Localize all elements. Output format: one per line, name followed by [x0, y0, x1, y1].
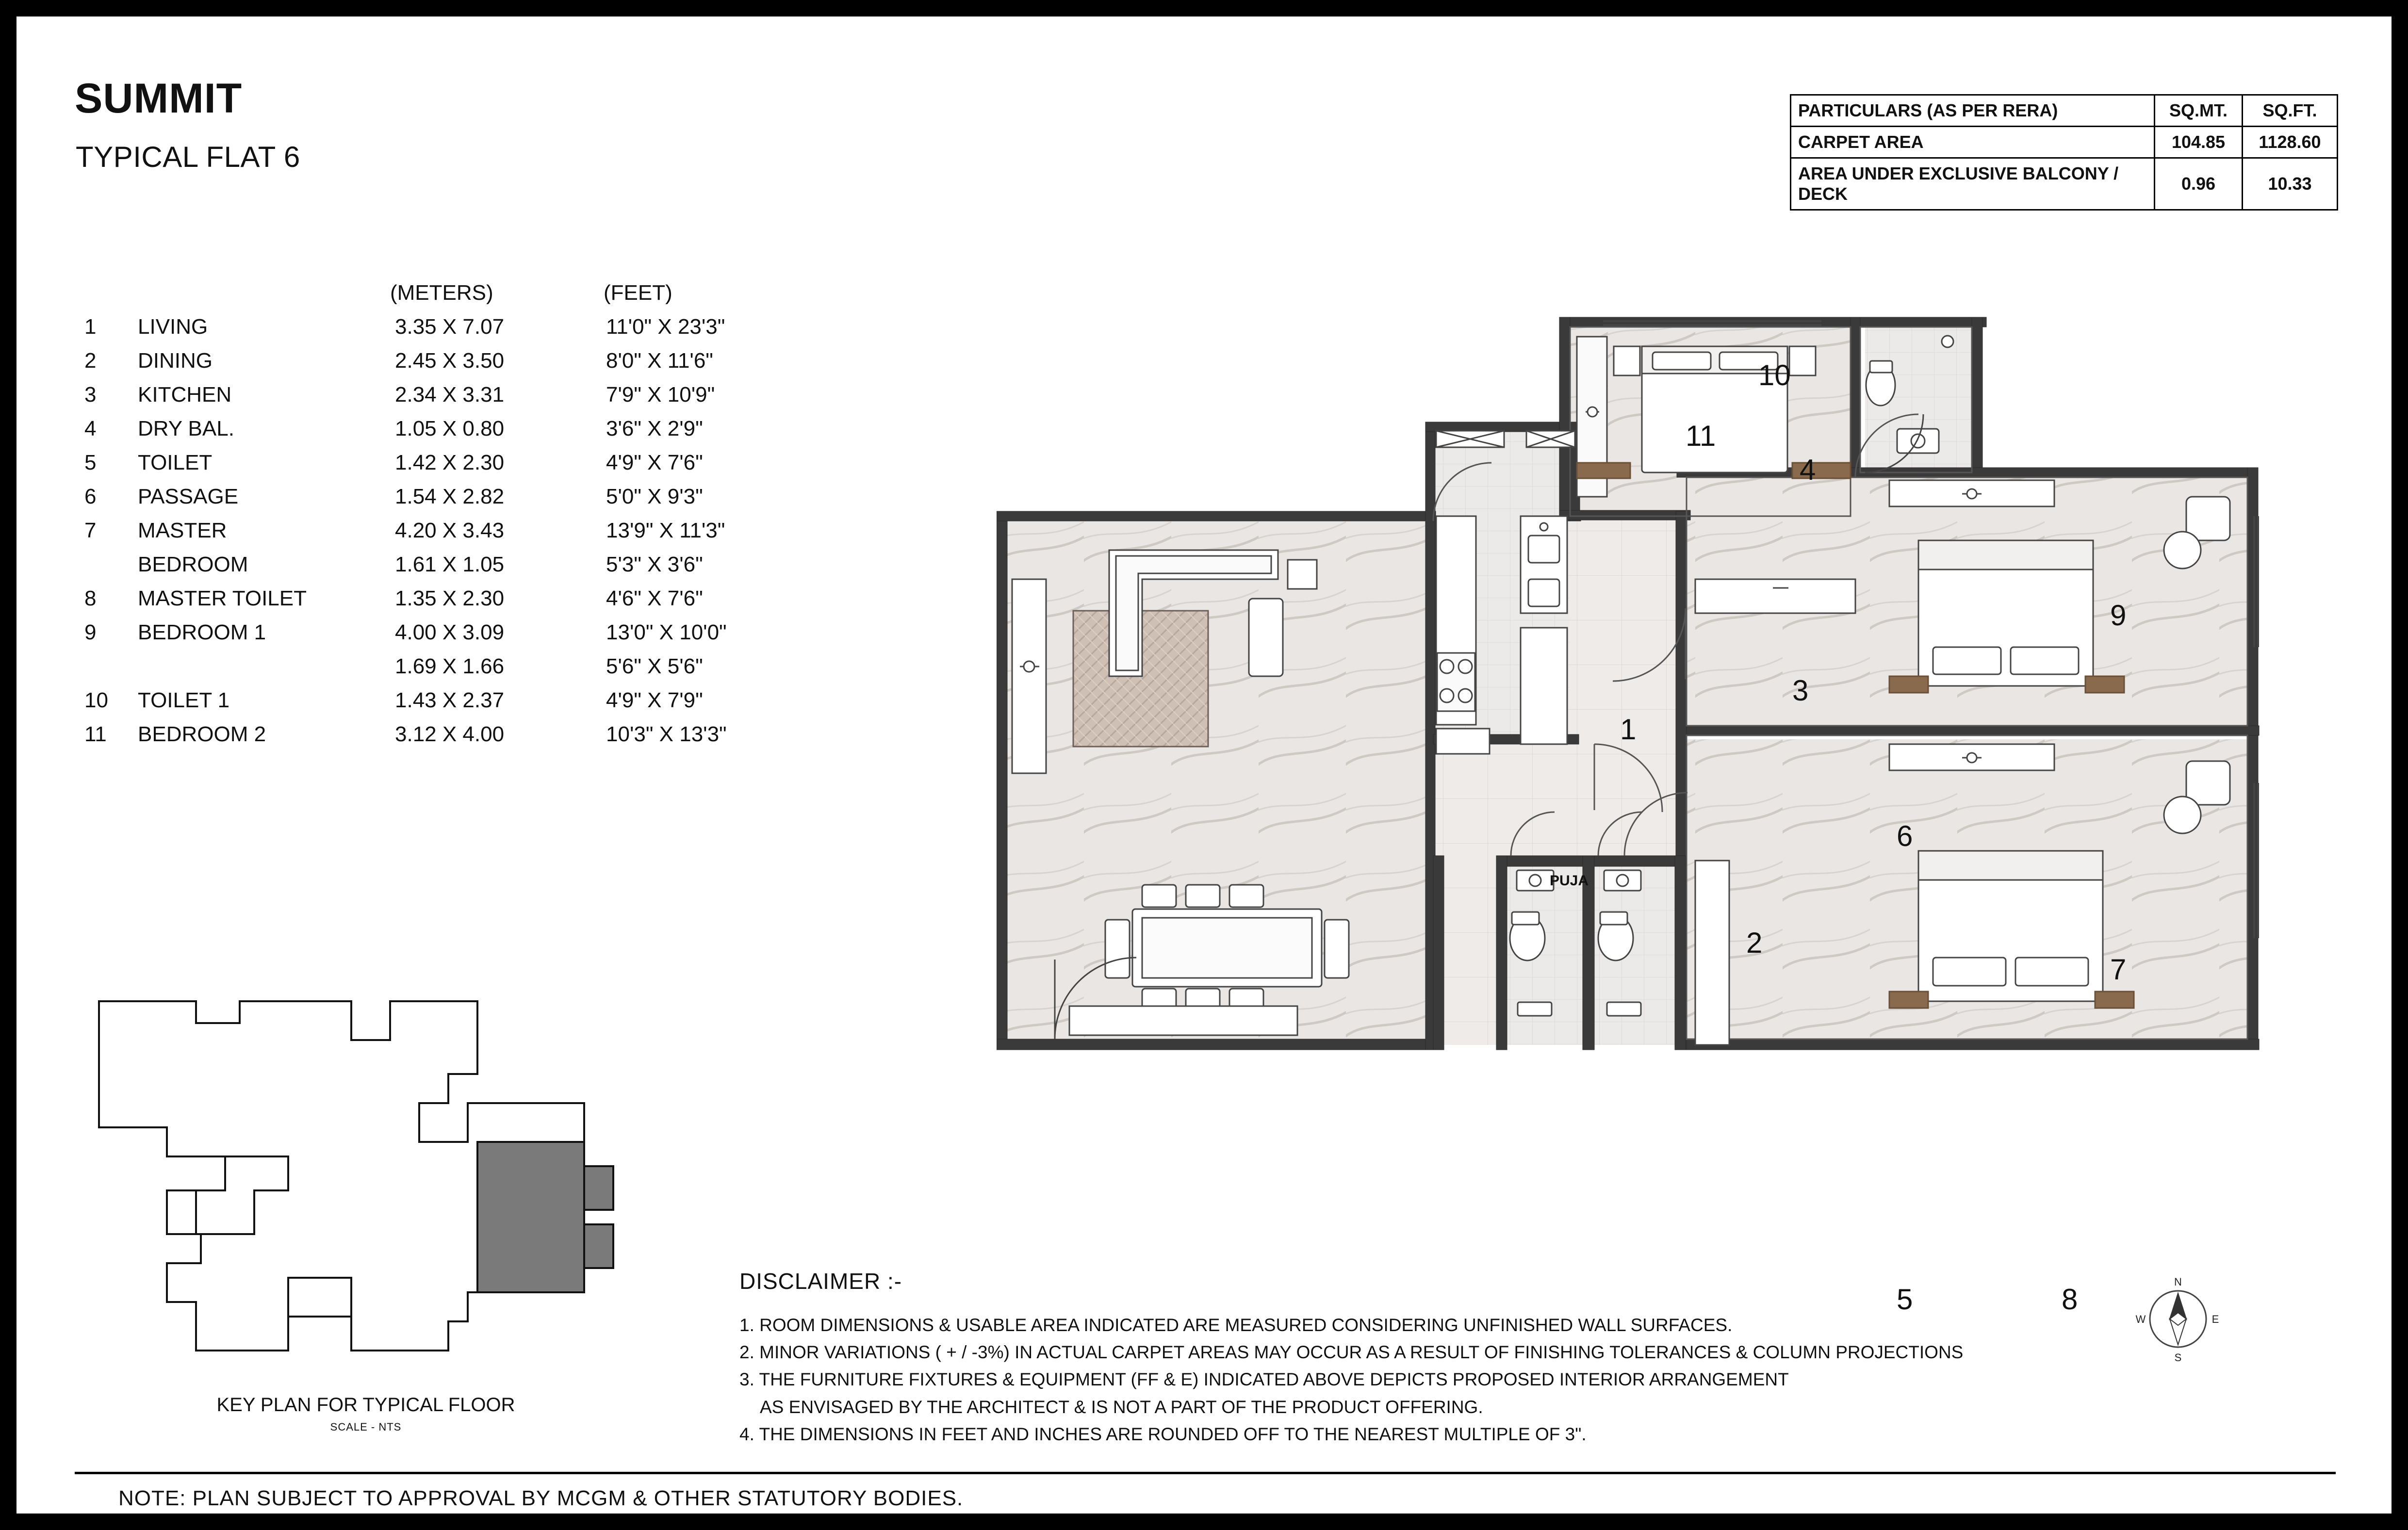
item-meters: 2.34 X 3.31	[395, 383, 505, 407]
item-name: PASSAGE	[138, 485, 239, 508]
item-meters: 1.54 X 2.82	[395, 485, 505, 508]
header-feet: (FEET)	[604, 281, 672, 305]
item-feet: 3'6" X 2'9"	[606, 417, 703, 440]
item-no: 8	[84, 586, 97, 610]
item-feet: 11'0" X 23'3"	[606, 315, 725, 339]
list-item	[84, 620, 764, 654]
approval-note: NOTE: PLAN SUBJECT TO APPROVAL BY MCGM & OTHER STATUTORY BODIES.	[118, 1486, 964, 1510]
room-label-8: 8	[2062, 1283, 2078, 1316]
sheet-page	[14, 14, 2394, 1516]
item-meters: 4.20 X 3.43	[395, 519, 505, 542]
item-meters: 1.42 X 2.30	[395, 451, 505, 474]
item-name: DRY BAL.	[138, 417, 234, 440]
row-carpet-sqft: 1128.60	[2243, 127, 2338, 158]
list-item	[84, 349, 764, 383]
item-name: TOILET 1	[138, 688, 230, 712]
room-label-11: 11	[1686, 420, 1716, 452]
list-item	[84, 519, 764, 553]
item-meters: 3.35 X 7.07	[395, 315, 505, 339]
list-item	[84, 315, 764, 349]
list-item	[84, 553, 764, 586]
disclaimer-line-2: 2. MINOR VARIATIONS ( + / -3%) IN ACTUAL CARPET AREAS MAY OCCUR AS A RESULT OF FINISHING TOLERANCES & COLUMN PROJECTIONS	[739, 1342, 1964, 1363]
item-feet: 5'6" X 5'6"	[606, 654, 703, 678]
room-label-10: 10	[1758, 359, 1791, 391]
list-item	[84, 417, 764, 451]
item-no: 7	[84, 519, 97, 542]
item-name: BEDROOM 2	[138, 722, 266, 746]
disclaimer-title: DISCLAIMER :-	[739, 1269, 902, 1294]
item-feet: 4'9" X 7'6"	[606, 451, 703, 474]
item-feet: 13'0" X 10'0"	[606, 620, 727, 644]
svg-text:S: S	[2174, 1351, 2182, 1364]
rera-area-table	[1790, 94, 2338, 211]
item-name: BEDROOM	[138, 553, 248, 576]
room-label-7: 7	[2110, 953, 2127, 986]
svg-text:E: E	[2211, 1313, 2219, 1325]
item-name: LIVING	[138, 315, 208, 339]
disclaimer-line-4: 4. THE DIMENSIONS IN FEET AND INCHES ARE ROUNDED OFF TO THE NEAREST MULTIPLE OF 3".	[739, 1424, 1587, 1444]
item-feet: 8'0" X 11'6"	[606, 349, 713, 373]
room-label-2: 2	[1746, 927, 1763, 959]
disclaimer-line-3: 3. THE FURNITURE FIXTURES & EQUIPMENT (FF & E) INDICATED ABOVE DEPICTS PROPOSED INTERIOR ARRANGEMENT	[739, 1369, 1789, 1390]
table-row	[1791, 127, 2338, 158]
table-header-row	[1791, 95, 2338, 127]
room-label-6: 6	[1897, 820, 1913, 852]
item-name: TOILET	[138, 451, 213, 474]
disclaimer-text	[739, 1312, 2365, 1448]
col-particulars: PARTICULARS (AS PER RERA)	[1791, 95, 2155, 127]
table-row	[1791, 158, 2338, 210]
key-plan-scale: SCALE - NTS	[330, 1421, 402, 1433]
col-sqmt: SQ.MT.	[2155, 95, 2243, 127]
item-no: 9	[84, 620, 97, 644]
room-schedule	[84, 281, 764, 756]
list-item	[84, 451, 764, 485]
page-title: SUMMIT	[75, 75, 243, 122]
col-sqft: SQ.FT.	[2243, 95, 2338, 127]
item-no: 1	[84, 315, 97, 339]
list-item	[84, 586, 764, 620]
list-item	[84, 654, 764, 688]
floor-plan-drawing	[997, 308, 2336, 1316]
item-meters: 1.35 X 2.30	[395, 586, 505, 610]
disclaimer-line-1: 1. ROOM DIMENSIONS & USABLE AREA INDICATED ARE MEASURED CONSIDERING UNFINISHED WALL SURFACES.	[739, 1315, 1733, 1335]
room-label-3: 3	[1792, 674, 1809, 707]
item-no: 3	[84, 383, 97, 407]
item-feet: 4'6" X 7'6"	[606, 586, 703, 610]
item-no: 5	[84, 451, 97, 474]
item-no: 2	[84, 349, 97, 373]
schedule-header	[84, 281, 764, 315]
key-plan-caption: KEY PLAN FOR TYPICAL FLOOR	[216, 1394, 515, 1416]
header-meters: (METERS)	[390, 281, 493, 305]
page-subtitle: TYPICAL FLAT 6	[76, 141, 300, 173]
item-name: MASTER	[138, 519, 227, 542]
item-name: MASTER TOILET	[138, 586, 307, 610]
room-label-1: 1	[1620, 713, 1637, 746]
list-item	[84, 722, 764, 756]
svg-text:W: W	[2135, 1313, 2146, 1325]
item-no: 4	[84, 417, 97, 440]
item-meters: 3.12 X 4.00	[395, 722, 505, 746]
disclaimer-line-3b: AS ENVISAGED BY THE ARCHITECT & IS NOT A PART OF THE PRODUCT OFFERING.	[760, 1397, 1483, 1417]
item-meters: 4.00 X 3.09	[395, 620, 505, 644]
list-item	[84, 688, 764, 722]
room-label-4: 4	[1800, 454, 1816, 486]
item-name: BEDROOM 1	[138, 620, 266, 644]
item-no: 10	[84, 688, 108, 712]
key-plan-diagram	[80, 982, 652, 1370]
puja-label: PUJA	[1550, 873, 1589, 889]
item-no: 11	[84, 722, 107, 746]
item-meters: 1.05 X 0.80	[395, 417, 505, 440]
item-feet: 4'9" X 7'9"	[606, 688, 703, 712]
item-meters: 1.69 X 1.66	[395, 654, 505, 678]
item-meters: 1.61 X 1.05	[395, 553, 505, 576]
note-divider	[75, 1472, 2336, 1474]
room-label-5: 5	[1897, 1283, 1913, 1316]
item-meters: 2.45 X 3.50	[395, 349, 505, 373]
item-name: DINING	[138, 349, 213, 373]
item-no: 6	[84, 485, 97, 508]
list-item	[84, 485, 764, 519]
item-feet: 5'3" X 3'6"	[606, 553, 703, 576]
row-carpet-sqmt: 104.85	[2155, 127, 2243, 158]
item-name: KITCHEN	[138, 383, 232, 407]
item-feet: 7'9" X 10'9"	[606, 383, 715, 407]
item-feet: 13'9" X 11'3"	[606, 519, 725, 542]
list-item	[84, 383, 764, 417]
row-label-balcony: AREA UNDER EXCLUSIVE BALCONY / DECK	[1791, 158, 2155, 210]
item-meters: 1.43 X 2.37	[395, 688, 505, 712]
row-balcony-sqft: 10.33	[2243, 158, 2338, 210]
item-feet: 5'0" X 9'3"	[606, 485, 703, 508]
svg-text:N: N	[2174, 1276, 2182, 1288]
item-feet: 10'3" X 13'3"	[606, 722, 727, 746]
row-balcony-sqmt: 0.96	[2155, 158, 2243, 210]
room-label-9: 9	[2110, 599, 2127, 632]
row-label-carpet: CARPET AREA	[1791, 127, 2155, 158]
